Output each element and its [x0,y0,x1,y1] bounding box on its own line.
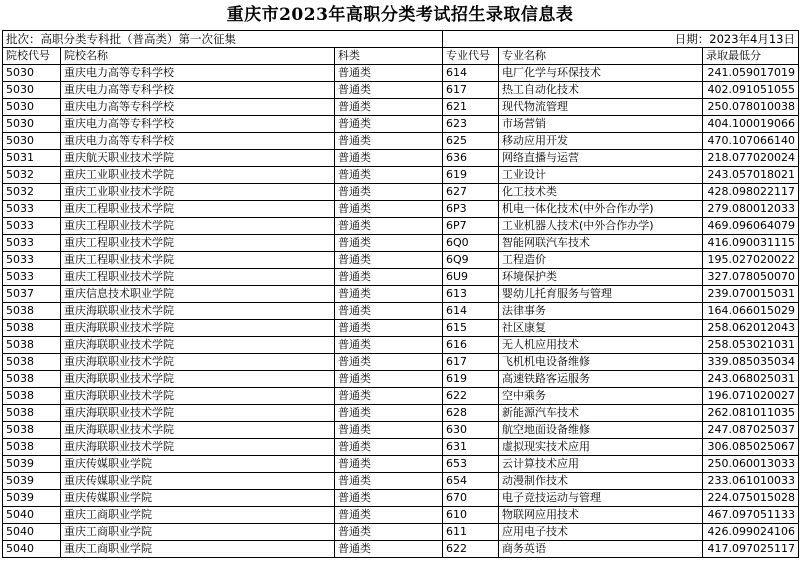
major-name-cell: 化工技术类 [499,184,703,201]
school-code-cell: 5038 [3,354,61,371]
school-code-cell: 5033 [3,218,61,235]
header-school-name: 院校名称 [61,48,335,65]
major-code-cell: 625 [443,133,499,150]
category-cell: 普通类 [335,82,443,99]
school-code-cell: 5030 [3,65,61,82]
min-score-cell: 339.085035034 [703,354,799,371]
table-row [3,490,799,507]
category-cell: 普通类 [335,235,443,252]
major-code-cell: 670 [443,490,499,507]
major-code-cell: 614 [443,303,499,320]
major-name-cell: 高速铁路客运服务 [499,371,703,388]
school-code-cell: 5038 [3,320,61,337]
major-name-cell: 无人机应用技术 [499,337,703,354]
major-code-cell: 654 [443,473,499,490]
min-score-cell: 247.087025037 [703,422,799,439]
table-row [3,388,799,405]
major-code-cell: 611 [443,524,499,541]
min-score-cell: 243.068025031 [703,371,799,388]
school-name-cell: 重庆海联职业技术学院 [61,388,335,405]
table-row [3,286,799,303]
school-name-cell: 重庆海联职业技术学院 [61,303,335,320]
min-score-cell: 195.027020022 [703,252,799,269]
school-name-cell: 重庆传媒职业学院 [61,490,335,507]
table-row [3,422,799,439]
table-row [3,218,799,235]
school-code-cell: 5040 [3,507,61,524]
school-name-cell: 重庆工程职业技术学院 [61,218,335,235]
school-code-cell: 5040 [3,524,61,541]
major-code-cell: 6Q9 [443,252,499,269]
table-row [3,252,799,269]
min-score-cell: 250.060013033 [703,456,799,473]
min-score-cell: 404.100019066 [703,116,799,133]
table-row [3,150,799,167]
min-score-cell: 239.070015031 [703,286,799,303]
category-cell: 普通类 [335,201,443,218]
table-row [3,524,799,541]
major-name-cell: 商务英语 [499,541,703,558]
school-name-cell: 重庆工程职业技术学院 [61,201,335,218]
category-cell: 普通类 [335,337,443,354]
category-cell: 普通类 [335,422,443,439]
min-score-cell: 196.071020027 [703,388,799,405]
major-code-cell: 630 [443,422,499,439]
school-name-cell: 重庆电力高等专科学校 [61,99,335,116]
school-name-cell: 重庆电力高等专科学校 [61,133,335,150]
major-name-cell: 工业设计 [499,167,703,184]
major-name-cell: 工业机器人技术(中外合作办学) [499,218,703,235]
major-name-cell: 现代物流管理 [499,99,703,116]
major-name-cell: 飞机机电设备维修 [499,354,703,371]
major-code-cell: 627 [443,184,499,201]
major-code-cell: 614 [443,65,499,82]
school-code-cell: 5038 [3,371,61,388]
page-title: 重庆市2023年高职分类考试招生录取信息表 [226,5,574,25]
category-cell: 普通类 [335,303,443,320]
school-name-cell: 重庆海联职业技术学院 [61,422,335,439]
category-cell: 普通类 [335,524,443,541]
school-name-cell: 重庆海联职业技术学院 [61,371,335,388]
min-score-cell: 243.057018021 [703,167,799,184]
major-code-cell: 619 [443,167,499,184]
school-name-cell: 重庆传媒职业学院 [61,473,335,490]
school-name-cell: 重庆工商职业学院 [61,507,335,524]
table-row [3,541,799,558]
category-cell: 普通类 [335,507,443,524]
school-code-cell: 5040 [3,541,61,558]
major-code-cell: 621 [443,99,499,116]
school-name-cell: 重庆工商职业学院 [61,524,335,541]
batch-label: 批次：高职分类专科批（普高类）第一次征集 [3,31,443,48]
major-code-cell: 636 [443,150,499,167]
category-cell: 普通类 [335,184,443,201]
major-name-cell: 应用电子技术 [499,524,703,541]
table-row [3,439,799,456]
table-row [3,167,799,184]
major-code-cell: 6U9 [443,269,499,286]
school-code-cell: 5033 [3,235,61,252]
school-code-cell: 5038 [3,388,61,405]
school-name-cell: 重庆信息技术职业学院 [61,286,335,303]
major-code-cell: 616 [443,337,499,354]
table-row [3,65,799,82]
school-code-cell: 5033 [3,201,61,218]
min-score-cell: 218.077020024 [703,150,799,167]
min-score-cell: 416.090031115 [703,235,799,252]
major-name-cell: 智能网联汽车技术 [499,235,703,252]
school-code-cell: 5037 [3,286,61,303]
min-score-cell: 258.062012043 [703,320,799,337]
major-code-cell: 619 [443,371,499,388]
major-code-cell: 6Q0 [443,235,499,252]
category-cell: 普通类 [335,388,443,405]
major-code-cell: 628 [443,405,499,422]
category-cell: 普通类 [335,541,443,558]
category-cell: 普通类 [335,99,443,116]
school-code-cell: 5038 [3,337,61,354]
major-name-cell: 环境保护类 [499,269,703,286]
school-code-cell: 5031 [3,150,61,167]
min-score-cell: 224.075015028 [703,490,799,507]
school-name-cell: 重庆海联职业技术学院 [61,354,335,371]
major-name-cell: 婴幼儿托育服务与管理 [499,286,703,303]
major-code-cell: 617 [443,82,499,99]
school-code-cell: 5038 [3,405,61,422]
school-name-cell: 重庆海联职业技术学院 [61,439,335,456]
major-code-cell: 631 [443,439,499,456]
school-name-cell: 重庆海联职业技术学院 [61,320,335,337]
category-cell: 普通类 [335,167,443,184]
major-code-cell: 6P7 [443,218,499,235]
school-name-cell: 重庆工商职业学院 [61,541,335,558]
school-code-cell: 5032 [3,167,61,184]
major-name-cell: 市场营销 [499,116,703,133]
category-cell: 普通类 [335,65,443,82]
category-cell: 普通类 [335,133,443,150]
category-cell: 普通类 [335,218,443,235]
table-row [3,133,799,150]
major-name-cell: 航空地面设备维修 [499,422,703,439]
school-name-cell: 重庆工程职业技术学院 [61,269,335,286]
min-score-cell: 241.059017019 [703,65,799,82]
min-score-cell: 279.080012033 [703,201,799,218]
category-cell: 普通类 [335,252,443,269]
admission-table [2,30,799,558]
school-name-cell: 重庆工程职业技术学院 [61,235,335,252]
school-code-cell: 5030 [3,116,61,133]
school-name-cell: 重庆电力高等专科学校 [61,65,335,82]
school-code-cell: 5030 [3,99,61,116]
major-name-cell: 工程造价 [499,252,703,269]
school-name-cell: 重庆工业职业技术学院 [61,184,335,201]
min-score-cell: 258.053021031 [703,337,799,354]
major-name-cell: 电厂化学与环保技术 [499,65,703,82]
category-cell: 普通类 [335,320,443,337]
table-row [3,456,799,473]
min-score-cell: 306.085025067 [703,439,799,456]
min-score-cell: 417.097025117 [703,541,799,558]
min-score-cell: 402.091051055 [703,82,799,99]
header-major-code: 专业代号 [443,48,499,65]
major-name-cell: 云计算技术应用 [499,456,703,473]
table-row [3,99,799,116]
table-row [3,405,799,422]
table-row [3,116,799,133]
table-row [3,320,799,337]
school-name-cell: 重庆电力高等专科学校 [61,82,335,99]
min-score-cell: 469.096064079 [703,218,799,235]
school-name-cell: 重庆海联职业技术学院 [61,337,335,354]
major-code-cell: 623 [443,116,499,133]
category-cell: 普通类 [335,150,443,167]
table-row [3,184,799,201]
header-min-score: 录取最低分 [703,48,799,65]
major-name-cell: 空中乘务 [499,388,703,405]
school-code-cell: 5038 [3,303,61,320]
table-row [3,507,799,524]
major-code-cell: 610 [443,507,499,524]
category-cell: 普通类 [335,456,443,473]
table-row [3,201,799,218]
header-major-name: 专业名称 [499,48,703,65]
table-row [3,337,799,354]
category-cell: 普通类 [335,354,443,371]
school-name-cell: 重庆工业职业技术学院 [61,167,335,184]
category-cell: 普通类 [335,405,443,422]
min-score-cell: 467.097051133 [703,507,799,524]
table-row [3,303,799,320]
min-score-cell: 470.107066140 [703,133,799,150]
table-row [3,235,799,252]
major-name-cell: 机电一体化技术(中外合作办学) [499,201,703,218]
school-code-cell: 5039 [3,490,61,507]
major-code-cell: 615 [443,320,499,337]
header-category: 科类 [335,48,443,65]
category-cell: 普通类 [335,490,443,507]
category-cell: 普通类 [335,286,443,303]
major-name-cell: 虚拟现实技术应用 [499,439,703,456]
major-name-cell: 物联网应用技术 [499,507,703,524]
min-score-cell: 428.098022117 [703,184,799,201]
school-code-cell: 5038 [3,422,61,439]
school-name-cell: 重庆航天职业技术学院 [61,150,335,167]
major-code-cell: 622 [443,388,499,405]
header-school-code: 院校代号 [3,48,61,65]
school-code-cell: 5039 [3,456,61,473]
school-code-cell: 5033 [3,269,61,286]
major-name-cell: 社区康复 [499,320,703,337]
school-code-cell: 5033 [3,252,61,269]
major-name-cell: 热工自动化技术 [499,82,703,99]
school-name-cell: 重庆电力高等专科学校 [61,116,335,133]
school-code-cell: 5032 [3,184,61,201]
major-code-cell: 6P3 [443,201,499,218]
table-row [3,371,799,388]
major-name-cell: 电子竞技运动与管理 [499,490,703,507]
school-code-cell: 5030 [3,133,61,150]
major-code-cell: 622 [443,541,499,558]
school-code-cell: 5039 [3,473,61,490]
min-score-cell: 426.099024106 [703,524,799,541]
major-name-cell: 法律事务 [499,303,703,320]
min-score-cell: 262.081011035 [703,405,799,422]
school-name-cell: 重庆传媒职业学院 [61,456,335,473]
major-name-cell: 新能源汽车技术 [499,405,703,422]
min-score-cell: 164.066015029 [703,303,799,320]
min-score-cell: 250.078010038 [703,99,799,116]
meta-row [3,31,799,48]
school-code-cell: 5030 [3,82,61,99]
school-name-cell: 重庆海联职业技术学院 [61,405,335,422]
table-row [3,269,799,286]
table-row [3,473,799,490]
major-name-cell: 动漫制作技术 [499,473,703,490]
table-row [3,82,799,99]
school-name-cell: 重庆工程职业技术学院 [61,252,335,269]
major-code-cell: 617 [443,354,499,371]
category-cell: 普通类 [335,439,443,456]
min-score-cell: 327.078050070 [703,269,799,286]
category-cell: 普通类 [335,116,443,133]
school-code-cell: 5038 [3,439,61,456]
major-name-cell: 移动应用开发 [499,133,703,150]
category-cell: 普通类 [335,269,443,286]
major-name-cell: 网络直播与运营 [499,150,703,167]
category-cell: 普通类 [335,473,443,490]
category-cell: 普通类 [335,371,443,388]
date-label: 日期：2023年4月13日 [443,31,799,48]
major-code-cell: 653 [443,456,499,473]
major-code-cell: 613 [443,286,499,303]
header-row [3,48,799,65]
table-row [3,354,799,371]
min-score-cell: 233.061010033 [703,473,799,490]
